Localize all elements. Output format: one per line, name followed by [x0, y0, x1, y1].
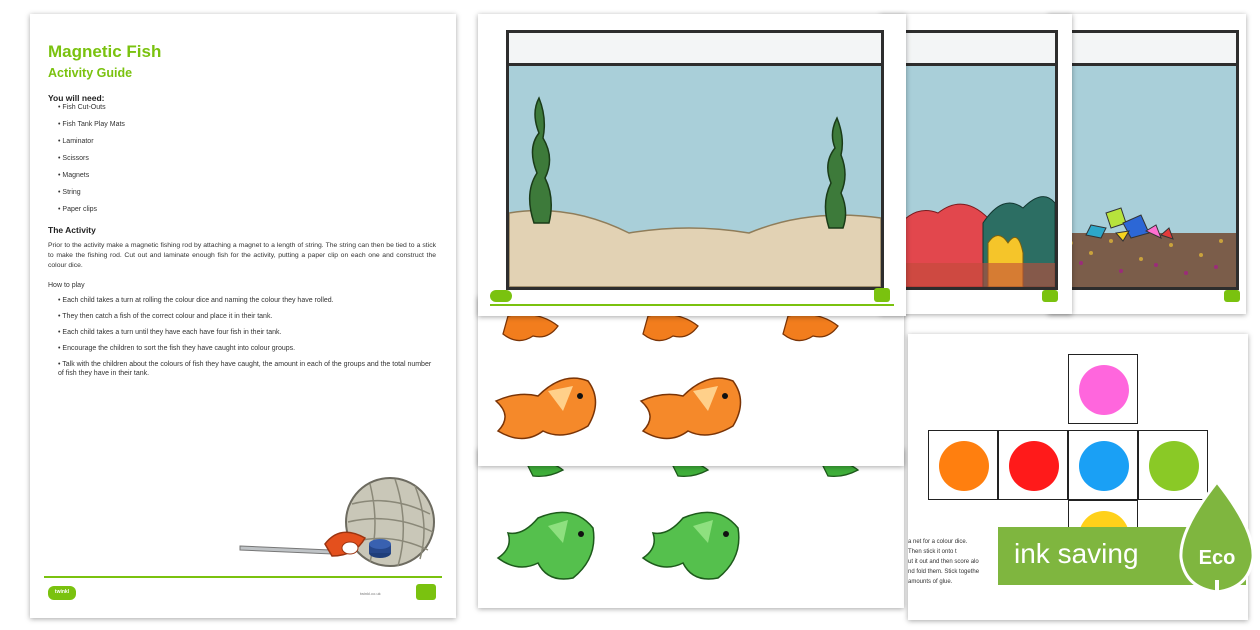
- list-item: • They then catch a fish of the correct colour and place it in their tank.: [58, 312, 436, 321]
- fish-tank: [890, 30, 1058, 290]
- fish-tank: [506, 30, 884, 290]
- activity-text: Prior to the activity make a magnetic fishing rod by attaching a magnet to a length of string. The string can then be tied to a stick to make the fishing rod. Cut out and laminate enough fish for the activity, putting a paper clip on each one and construct the colour dice.: [48, 242, 436, 269]
- footer-url: twinkl.co.uk: [360, 591, 381, 596]
- page-logo: [874, 288, 890, 302]
- list-item: • Each child takes a turn at rolling the colour dice and naming the colour they have rolled.: [58, 296, 436, 305]
- orange-fish-page: [478, 296, 904, 466]
- green-fish-illustrations: [478, 448, 904, 608]
- list-item: • String: [58, 189, 125, 206]
- gems-gravel: [1061, 193, 1236, 287]
- tank-rim: [893, 33, 1055, 66]
- dice-face: [928, 430, 998, 500]
- red-dot: [1009, 441, 1059, 491]
- eco-label: Eco: [1198, 547, 1236, 569]
- list-item: • Encourage the children to sort the fish they have caught into colour groups.: [58, 344, 436, 353]
- how-to-play-label: How to play: [48, 282, 85, 289]
- activity-heading: The Activity: [48, 225, 96, 235]
- footer-line: [44, 576, 442, 578]
- dice-face: [998, 430, 1068, 500]
- dice-instructions: amounts of glue.: [908, 579, 953, 585]
- tank-page-gems: [1048, 14, 1246, 314]
- green-fish-page: [478, 448, 904, 608]
- twinkl-logo: twinkl: [48, 586, 76, 600]
- list-item: • Laminator: [58, 138, 125, 155]
- page-logo: [1224, 290, 1240, 302]
- list-item: • Scissors: [58, 155, 125, 172]
- orange-fish-illustrations: [478, 296, 904, 466]
- tank-rim: [1061, 33, 1236, 66]
- page-logo: [1042, 290, 1058, 302]
- ink-saving-label: ink saving: [1014, 538, 1139, 569]
- pink-dot: [1079, 365, 1129, 415]
- activity-guide-page: [30, 14, 456, 618]
- list-item: • Paper clips: [58, 206, 125, 223]
- scissors-string-illustration: [220, 464, 450, 574]
- fish-tank: [1058, 30, 1239, 290]
- eco-leaf-icon: [1175, 480, 1259, 604]
- dice-instructions: Then stick it onto t: [908, 549, 957, 555]
- guide-subtitle: Activity Guide: [48, 66, 133, 80]
- list-item: • Talk with the children about the colours of fish they have caught, the amount in each of the groups and the total number of fish they have in their tank.: [58, 360, 436, 378]
- steps-list: [58, 296, 436, 385]
- dice-instructions: a net for a colour dice.: [908, 539, 968, 545]
- page-logo: [416, 584, 436, 600]
- list-item: • Fish Cut-Outs: [58, 104, 125, 121]
- twinkl-logo: [490, 290, 512, 302]
- coral-reef: [893, 173, 1055, 287]
- dice-instructions: ut it out and then score alo: [908, 559, 979, 565]
- need-heading: You will need:: [48, 93, 105, 103]
- dice-face: [1068, 354, 1138, 424]
- list-item: • Magnets: [58, 172, 125, 189]
- list-item: • Each child takes a turn until they have each have four fish in their tank.: [58, 328, 436, 337]
- orange-dot: [939, 441, 989, 491]
- dice-face: [1068, 430, 1138, 500]
- dice-instructions: nd fold them. Stick togethe: [908, 569, 980, 575]
- guide-title: Magnetic Fish: [48, 42, 162, 61]
- tank-page-seaweed: [478, 14, 906, 316]
- seaweed-and-sand: [509, 93, 881, 287]
- footer-line: [490, 304, 894, 306]
- tank-page-coral: [880, 14, 1072, 314]
- materials-list: [58, 104, 125, 223]
- blue-dot: [1079, 441, 1129, 491]
- tank-rim: [509, 33, 881, 66]
- list-item: • Fish Tank Play Mats: [58, 121, 125, 138]
